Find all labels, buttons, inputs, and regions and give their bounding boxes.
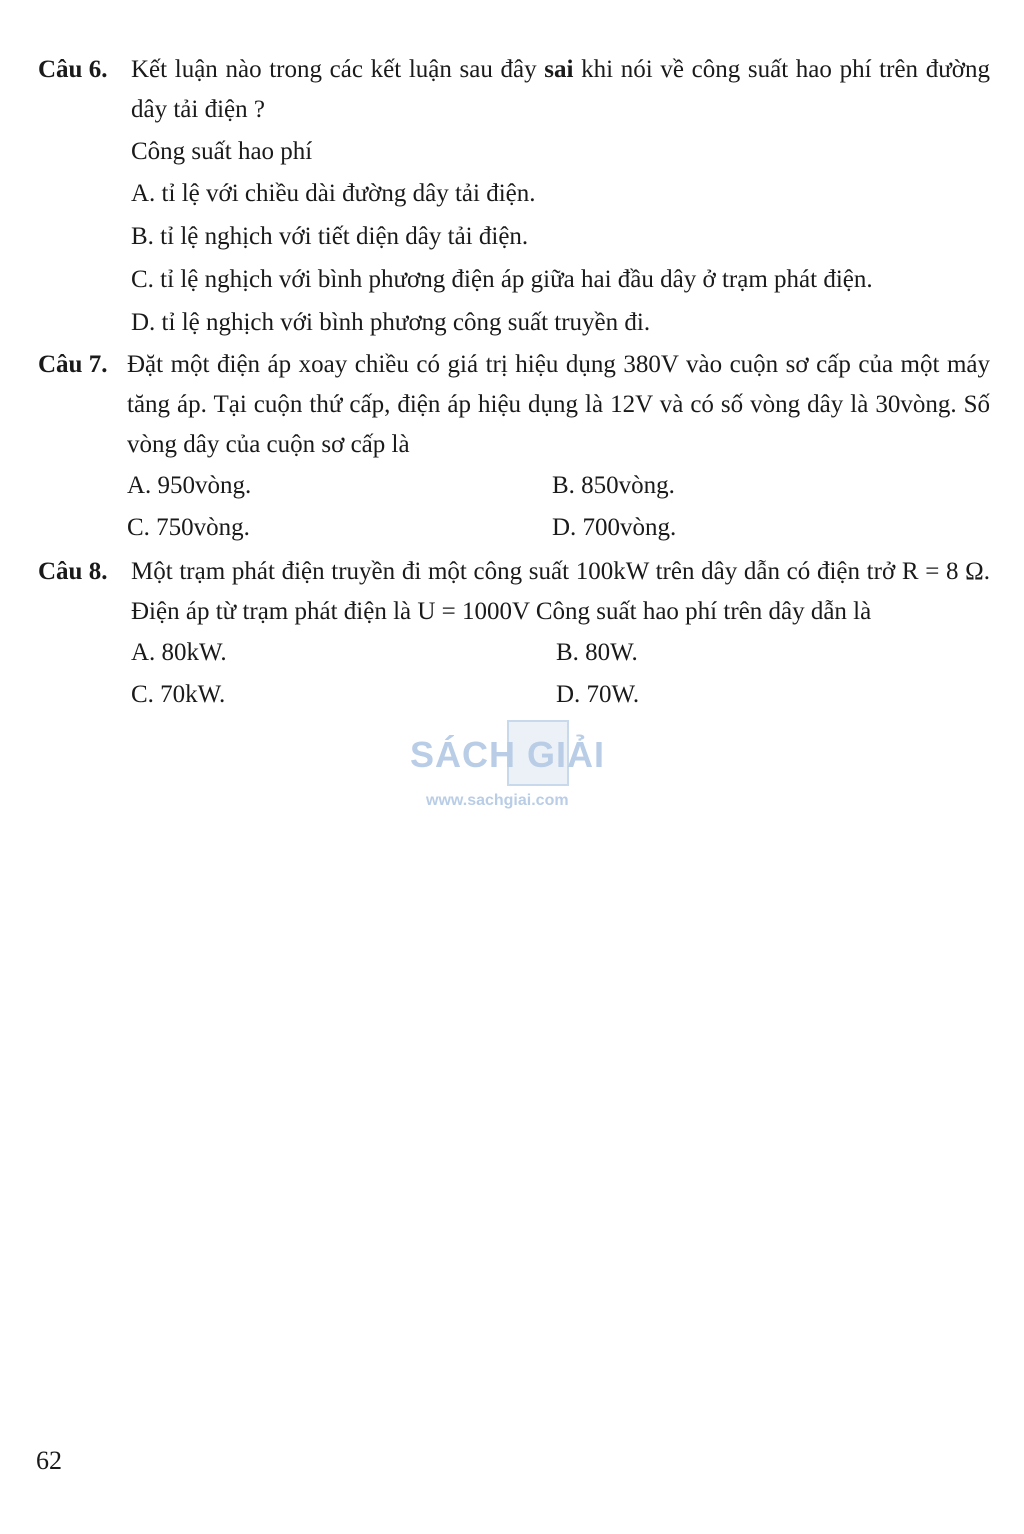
options-grid: [131, 632, 990, 716]
option-b: B. tỉ lệ nghịch với tiết diện dây tải điện.: [131, 223, 529, 250]
option-a: A. 80kW.: [131, 639, 227, 666]
option-a: A. 950vòng.: [127, 472, 252, 499]
question-text: Đặt một điện áp xoay chiều có giá trị hiệu dụng 380V vào cuộn sơ cấp của một máy tăng áp. Tại cuộn thứ cấp, điện áp hiệu dụng là 12V và có số vòng dây là 30vòng. Số vòng dây của cuộn sơ cấp là: [127, 351, 990, 458]
question-8: [38, 552, 990, 716]
question-number: Câu 7.: [38, 351, 108, 378]
watermark-text: SÁCH GIẢI: [410, 734, 606, 775]
question-stem: Công suất hao phí: [131, 138, 313, 165]
option-c: C. 750vòng.: [127, 514, 250, 541]
option-c: C. tỉ lệ nghịch với bình phương điện áp giữa hai đầu dây ở trạm phát điện.: [131, 266, 873, 293]
option-d: D. tỉ lệ nghịch với bình phương công suất truyền đi.: [131, 309, 651, 336]
option-d: D. 70W.: [556, 681, 640, 708]
option-c: C. 70kW.: [131, 681, 226, 708]
watermark-url: www.sachgiai.com: [426, 792, 569, 809]
options-grid: [127, 465, 990, 549]
emphasis-word: sai: [544, 56, 574, 83]
question-7: [38, 345, 990, 549]
question-number: Câu 8.: [38, 558, 108, 585]
option-d: D. 700vòng.: [552, 514, 677, 541]
watermark-logo: [410, 716, 620, 826]
option-b: B. 80W.: [556, 639, 638, 666]
question-text: Kết luận nào trong các kết luận sau đây sai khi nói về công suất hao phí trên đường dây tải điện ?: [131, 56, 990, 123]
page-number: 62: [36, 1446, 62, 1475]
question-6: [38, 50, 990, 344]
option-b: B. 850vòng.: [552, 472, 675, 499]
question-text: Một trạm phát điện truyền đi một công suất 100kW trên dây dẫn có điện trở R = 8 Ω. Điện áp từ trạm phát điện là U = 1000V Công suất hao phí trên dây dẫn là: [131, 558, 990, 625]
question-number: Câu 6.: [38, 56, 108, 83]
option-a: A. tỉ lệ với chiều dài đường dây tải điện.: [131, 180, 536, 207]
